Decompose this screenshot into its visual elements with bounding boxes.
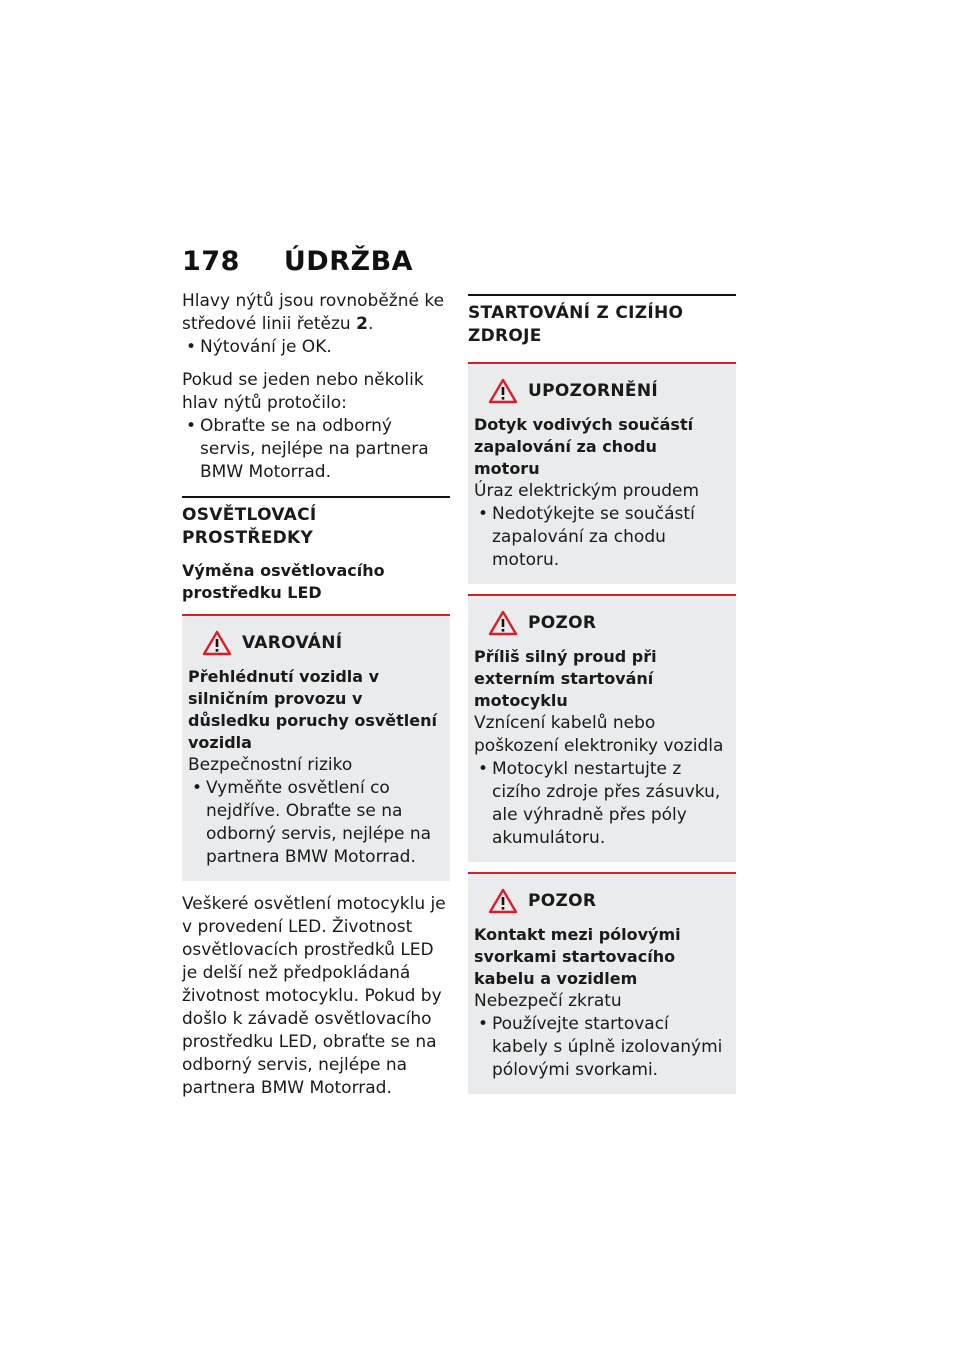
caution-title: UPOZORNĚNÍ: [528, 380, 658, 401]
rivet-bullet: • Obraťte se na odborný servis, nejlépe na partnera BMW Motorrad.: [182, 415, 450, 484]
reference-number: 2: [356, 314, 368, 334]
attention-action: • Používejte startovací kabely s úplně izolovanými pólovými svorkami.: [474, 1013, 726, 1082]
page-number: 178: [182, 246, 240, 277]
intro-dot: .: [367, 314, 374, 334]
intro-bullet: • Nýtování je OK.: [182, 336, 450, 359]
attention-cause: Příliš silný proud při externím startování motocyklu: [474, 647, 657, 710]
page-header: [182, 246, 413, 277]
attention-title: POZOR: [528, 612, 597, 633]
caution-cause: Dotyk vodivých součástí zapalování za chodu motoru: [474, 415, 694, 478]
attention-consequence: Vznícení kabelů nebo poškození elektroniky vozidla: [474, 713, 724, 756]
attention-consequence: Nebezpečí zkratu: [474, 991, 622, 1011]
warning-consequence: Bezpečnostní riziko: [188, 755, 353, 775]
attention-cause: Kontakt mezi pólovými svorkami startovacího kabelu a vozidlem: [474, 925, 681, 988]
warning-action: • Vyměňte osvětlení co nejdříve. Obraťte se na odborný servis, nejlépe na partnera BMW Motorrad.: [188, 777, 440, 869]
section-heading-lighting: OSVĚTLOVACÍ PROSTŘEDKY: [182, 505, 317, 548]
section-heading-jump-start: STARTOVÁNÍ Z CIZÍHO ZDROJE: [468, 303, 684, 346]
section-divider: [182, 496, 450, 498]
warning-cause: Přehlédnutí vozidla v silničním provozu v důsledku poruchy osvětlení vozidla: [188, 667, 438, 752]
warning-header: [202, 630, 440, 656]
warning-triangle-icon: [488, 610, 518, 636]
attention-box-current: [468, 594, 736, 862]
attention-action: • Motocykl nestartujte z cizího zdroje přes zásuvku, ale výhradně přes póly akumulátoru.: [474, 758, 726, 850]
warning-triangle-icon: [488, 888, 518, 914]
caution-header-ignition: [488, 378, 726, 404]
sub-heading-led-replacement: Výměna osvětlovacího prostředku LED: [182, 561, 385, 602]
rivet-paragraph: Pokud se jeden nebo několik hlav nýtů protočilo:: [182, 370, 424, 413]
caution-action: • Nedotýkejte se součástí zapalování za chodu motoru.: [474, 503, 726, 572]
section-divider-right: [468, 294, 736, 296]
caution-box-ignition: [468, 362, 736, 584]
attention-header-current: [488, 610, 726, 636]
right-column: [468, 294, 736, 1094]
intro-paragraph: [182, 290, 450, 336]
led-paragraph: Veškeré osvětlení motocyklu je v provedení LED. Životnost osvětlovacích prostředků LED je delší než předpokládaná životnost motocyklu. Pokud by došlo k závadě osvětlovacího prostředku LED, obraťte se na odborný servis, nejlépe na partnera BMW Motorrad.: [182, 894, 446, 1098]
warning-triangle-icon: [488, 378, 518, 404]
warning-title: VAROVÁNÍ: [242, 632, 343, 653]
page-title: ÚDRŽBA: [283, 246, 414, 277]
warning-triangle-icon: [202, 630, 232, 656]
attention-box-clamps: [468, 872, 736, 1094]
warning-box: [182, 614, 450, 881]
attention-title: POZOR: [528, 890, 597, 911]
intro-text: Hlavy nýtů jsou rovnoběžné ke středové linii řetězu: [182, 291, 445, 334]
left-column: [182, 290, 450, 1100]
caution-consequence: Úraz elektrickým proudem: [474, 481, 700, 501]
attention-header-clamps: [488, 888, 726, 914]
